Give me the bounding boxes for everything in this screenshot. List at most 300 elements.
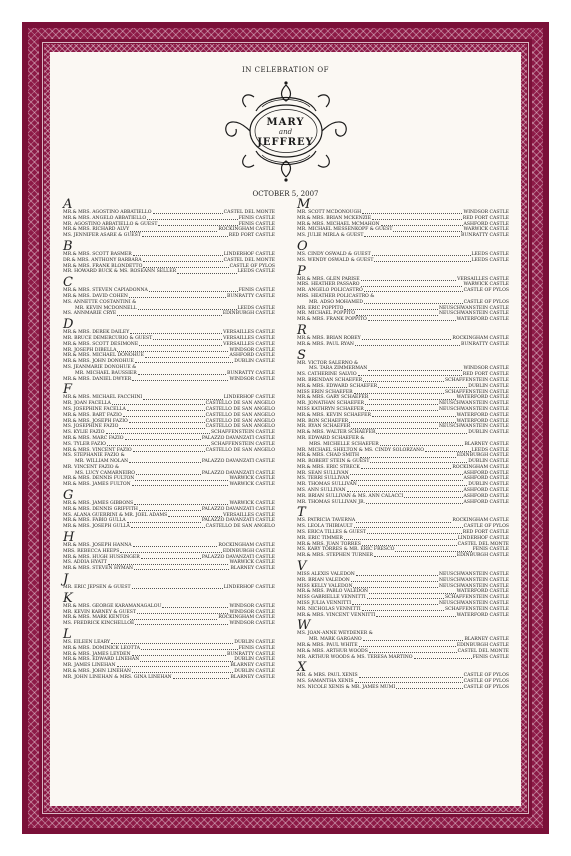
dot-leader (143, 395, 223, 399)
paper (50, 52, 521, 806)
guest-name: MS. NICOLE XENIS & MR. JAMES MUMI (297, 685, 396, 690)
guest-row (297, 258, 509, 264)
dot-leader (111, 640, 233, 644)
guest-name: MR.& MRS. VINCENT VENNITTI (297, 612, 376, 618)
alpha-group (297, 660, 509, 690)
dot-leader (143, 258, 223, 262)
guest-name: MRS. REBECCA HEEPS (63, 548, 120, 554)
guest-name: MR.& MRS. FRANK POPPITO (297, 317, 367, 323)
table-name: WINDSOR CASTLE (229, 347, 275, 353)
guest-name: MS. LEOLA THIBIAULT (297, 524, 353, 530)
table-name: LEEDS CASTLE (471, 251, 509, 257)
guest-name: MS. PATRICIA TAVERNA (297, 518, 356, 524)
guest-name: MS. TERRI SULLIVAN (297, 476, 350, 482)
dot-leader (395, 547, 471, 551)
guest-name: MR.& MRS. EDWARD SCHAEFER (297, 383, 378, 389)
bride-name: MARY (266, 117, 305, 128)
guest-name: MR.& MRS. VINCENT FAZIO (63, 447, 132, 453)
guest-name: MR. MICHAEL MESSENKOPF & GUEST (297, 227, 393, 233)
table-name: NEUSCHWANSTEIN CASTLE (438, 577, 509, 583)
dot-leader (141, 555, 201, 559)
guest-row (63, 311, 275, 317)
guest-row (297, 553, 509, 559)
dot-leader (381, 222, 463, 226)
table-name: PALAZZO DAVANZATI CASTLE (201, 459, 275, 465)
guest-name: MS. ADDIA HYATT (63, 560, 107, 566)
dot-leader (137, 610, 228, 614)
alpha-group (63, 238, 275, 275)
guest-name: MR.& MRS. JOSEPH GULLA (63, 524, 130, 530)
guest-name: MR.& MRS. GEORGE KARAMANAGALOU (63, 603, 162, 609)
guest-row (297, 317, 509, 323)
guest-name: MR. ADSO MOHAMED (309, 299, 363, 305)
dot-leader (153, 336, 222, 340)
table-name: BLARNEY CASTLE (230, 674, 275, 680)
guest-name: MR. WILLIAM NOLAN (75, 459, 129, 465)
dot-leader (356, 518, 451, 522)
guest-name: MR. ROBERT STEIN & GUEST (297, 459, 370, 465)
dot-leader (158, 222, 237, 226)
guest-name: MS. JOSEPHINE FACELLA (63, 406, 126, 412)
guest-name: MR.& MRS. PAUL WHITE (297, 643, 358, 649)
guest-name: MISS KELLY VALEDON (297, 583, 353, 589)
table-name: ROCKINGHAM CASTLE (218, 227, 275, 233)
table-name: RED FORT CASTLE (462, 215, 509, 221)
guest-name: MR. SCOTT MCDONOUGH (297, 210, 362, 215)
guest-name: MS. LUCY CAMARNEIRO (75, 470, 136, 476)
guest-name: MR. ERIC POPPITO (297, 305, 344, 311)
section-letter: D (63, 317, 74, 333)
alpha-group (297, 505, 509, 559)
dot-leader (374, 258, 470, 262)
table-name: BLARNEY CASTLE (464, 441, 509, 447)
table-name: ROCKINGHAM CASTLE (452, 518, 509, 524)
dot-leader (365, 407, 438, 411)
dot-leader (177, 269, 236, 273)
alpha-group (63, 317, 275, 382)
table-name: VERSAILLES CASTLE (223, 341, 275, 347)
guest-name: MR. KEVIN MCDONNELL (75, 305, 137, 311)
dot-leader (117, 348, 228, 352)
and-word: and (278, 128, 293, 136)
table-name: WATERFORD CASTLE (456, 418, 509, 424)
section-letter: C (63, 275, 73, 291)
guest-name: MR.& MRS. PAUL RYAN (297, 341, 354, 347)
dot-leader (141, 646, 238, 650)
dot-leader (374, 553, 456, 557)
alpha-group (297, 322, 509, 348)
table-name: PALAZZO DAVANZATI CASTLE (201, 470, 275, 476)
section-letter: J (63, 572, 69, 588)
dot-leader (356, 311, 438, 315)
guest-name: MS. ANNETTE COSTANTINI & (63, 299, 137, 305)
section-letter: R (297, 322, 307, 338)
dot-leader (133, 252, 223, 256)
dot-leader (123, 413, 205, 417)
dot-leader (133, 448, 205, 452)
table-name: LINDERHOF CASTLE (223, 251, 275, 257)
table-name: ASHFORD CASTLE (463, 470, 509, 476)
guest-name: MR. SEAN SULLIVAN (297, 470, 349, 476)
table-name: PALAZZO DAVANZATI CASTLE (201, 435, 275, 441)
dot-leader (344, 536, 457, 540)
alpha-group (63, 488, 275, 530)
dot-leader (376, 430, 467, 434)
dot-leader (133, 543, 218, 547)
alpha-group (63, 382, 275, 488)
table-name: FENIS CASTLE (238, 645, 275, 651)
guest-name: MS. CINDY OSWALD & GUEST (297, 251, 371, 257)
table-name: FENIS CASTLE (472, 654, 509, 660)
guest-name: MR.& MRS. JOHN LINEHAN (63, 669, 131, 675)
guest-name: MR.& MRS. MARC FAZIO (63, 435, 124, 441)
guest-name: MR.& MRS. FABIO GULLA (63, 518, 126, 524)
alpha-group (63, 530, 275, 572)
guest-name: MR.& MRS. SCOTT DESIMONE (63, 341, 139, 347)
table-name: CASTELLO DE SAN ANGELO (205, 424, 275, 430)
guest-name: MS. SAMANTHA XENIS (297, 679, 354, 685)
table-name: FENIS CASTLE (238, 221, 275, 227)
guest-row (63, 621, 275, 627)
dot-leader (396, 685, 462, 689)
table-name: ASHFORD CASTLE (229, 353, 275, 359)
table-name: SCHAFFENSTEIN CASTLE (210, 430, 275, 436)
dot-leader (370, 459, 467, 463)
table-name: RED FORT CASTLE (228, 233, 275, 239)
table-name: SCHAFFENSTEIN CASTLE (444, 389, 509, 395)
guest-name: MR. MICHAEL BAUSSIER (75, 370, 137, 376)
alpha-group (297, 197, 509, 239)
table-name: ASHFORD CASTLE (463, 499, 509, 505)
table-name: EDINBURGH CASTLE (222, 311, 275, 317)
guest-name: MS. JENNIFER ASARE & GUEST (63, 233, 141, 239)
dot-leader (132, 585, 223, 589)
table-name: WARWICK CASTLE (463, 282, 509, 288)
guest-name: MR. ARTHUR WOODS & MS. TERESA MARTINO (297, 654, 413, 660)
table-name: CASTLE OF PYLOS (463, 524, 509, 530)
table-name: ASHFORD CASTLE (463, 493, 509, 499)
guest-name: MR. RON SCHAEFER (297, 418, 349, 424)
section-letter: A (63, 197, 73, 212)
dot-leader (372, 216, 462, 220)
dot-leader (139, 342, 222, 346)
dot-leader (404, 494, 462, 498)
table-name: CASTELLO DE SAN ANGELO (205, 418, 275, 424)
dot-leader (131, 524, 205, 528)
table-name: EDINBURGH CASTLE (222, 548, 275, 554)
dot-leader (129, 294, 226, 298)
guest-name: MR.& MRS. DOMINICK LEOTTA (63, 645, 140, 651)
alpha-group (297, 618, 509, 660)
dot-leader (125, 436, 201, 440)
guest-name: MR.& MRS. JUAN TORRES (297, 541, 361, 547)
table-name: PALAZZO DAVANZATI CASTLE (201, 506, 275, 512)
dot-leader (414, 655, 472, 659)
section-letter: F (63, 382, 73, 398)
table-name: SCHAFFENSTEIN CASTLE (444, 377, 509, 383)
dot-leader (369, 589, 455, 593)
section-letter: T (297, 505, 306, 521)
table-name: RED FORT CASTLE (462, 372, 509, 378)
guest-name: MR.& MRS. JOSEPH HANNA (63, 543, 132, 549)
wedding-date: OCTOBER 5, 2007 (252, 190, 319, 198)
table-name: DUBLIN CASTLE (234, 669, 275, 675)
dot-leader (107, 442, 210, 446)
dot-leader (356, 572, 438, 576)
guest-name: MR.& MRS. ARTHUR WOODS (297, 648, 368, 654)
dot-leader (378, 384, 467, 388)
guest-name: MR. THOMAS SULLIVAN JR. (297, 499, 366, 505)
guest-name: MS. ERICA TILLES & GUEST (297, 530, 367, 536)
table-name: LINDERHOF CASTLE (457, 535, 509, 541)
table-name: NEUSCHWANSTEIN CASTLE (438, 583, 509, 589)
dot-leader (112, 401, 205, 405)
table-name: FENIS CASTLE (472, 547, 509, 553)
dot-leader (362, 607, 444, 611)
section-letter: K (63, 590, 73, 606)
dot-leader (132, 377, 228, 381)
dot-leader (367, 530, 462, 534)
table-name: CASTEL DEL MONTE (223, 257, 275, 263)
guest-name: MR.& MRS. DENNIS FULTON (63, 476, 135, 482)
guest-column-right (297, 197, 509, 694)
guest-name: MR.& MRS. EDWARD LINEHAN (63, 657, 140, 663)
guest-name: MR.& MRS. WALTER SCHAEFER (297, 430, 376, 436)
table-name: CASTELLO DE SAN ANGELO (205, 524, 275, 530)
table-name: NEUSCHWANSTEIN CASTLE (438, 572, 509, 578)
dot-leader (135, 476, 228, 480)
table-name: LEEDS CASTLE (471, 257, 509, 263)
table-name: DUBLIN CASTLE (234, 657, 275, 663)
dot-leader (367, 595, 444, 599)
table-name: CASTLE OF PYLOS (463, 685, 509, 690)
dot-leader (145, 353, 229, 357)
table-name: CASTLE OF PYLOS (463, 299, 509, 305)
dot-leader (372, 413, 456, 417)
dot-leader (168, 513, 222, 517)
guest-row (63, 377, 275, 383)
guest-name: MISS ERIN SCHAEFER (297, 389, 353, 395)
guest-name: MR.& MRS. PABLO VALEDON (297, 589, 369, 595)
dot-leader (120, 549, 221, 553)
section-letter: S (297, 347, 306, 363)
table-name: ASHFORD CASTLE (463, 221, 509, 227)
dot-leader (138, 306, 237, 310)
dot-leader (376, 613, 455, 617)
dot-leader (106, 430, 210, 434)
table-name: ROCKINGHAM CASTLE (452, 335, 509, 341)
table-name: ASHFORD CASTLE (463, 476, 509, 482)
table-name: CASTELLO DE SAN ANGELO (205, 412, 275, 418)
dot-leader (344, 306, 438, 310)
guest-name: MS. JEANMARIE DONOHUE & (63, 364, 137, 370)
guest-name: MS. TYLER FAZIO (63, 441, 106, 447)
guest-name: MR. VICTOR SALERNO & (297, 360, 359, 366)
table-name: LEEDS CASTLE (237, 305, 275, 311)
guest-name: MR. MICHAEL POPPITO (297, 311, 355, 317)
table-name: LINDERHOF CASTLE (223, 395, 275, 401)
dot-leader (351, 476, 463, 480)
table-name: CASTELLO DE SAN ANGELO (205, 447, 275, 453)
dot-leader (364, 233, 460, 237)
dot-leader (132, 652, 226, 656)
guest-row (297, 342, 509, 348)
guest-name: MS. ALANA GUERRINI & MR. JOEL ADAMS (63, 512, 168, 518)
table-name: ASHFORD CASTLE (463, 488, 509, 494)
guest-name: MR.& MRS. DAVID COHEN (63, 293, 128, 299)
guest-name: MR.& MRS. STEVEN HYMAN (63, 566, 134, 572)
dot-leader (352, 601, 438, 605)
table-name: CASTLE OF PYLOS (463, 679, 509, 685)
guest-name: MR. THOMAS SULLIVAN (297, 482, 357, 488)
dot-leader (138, 371, 226, 375)
table-name: BUNRATTY CASTLE (461, 233, 509, 239)
dot-leader (362, 542, 457, 546)
table-name: CASTEL DEL MONTE (457, 648, 509, 654)
guest-name: MR.& MRS. GARY SCHAEFER (297, 395, 369, 401)
guest-name: MR. JOHN LINEHAN & MRS. GINA LINEHAN (63, 674, 172, 680)
guest-name: DR.& MRS. ANTHONY BARBARA (63, 257, 142, 263)
table-name: DUBLIN CASTLE (234, 359, 275, 365)
guest-name: MR.& MRS. BART FAZIO (63, 412, 122, 418)
dot-leader (119, 424, 204, 428)
dot-leader (149, 288, 238, 292)
guest-name: MR. KEVIN KARNEY & GUEST (63, 609, 137, 615)
guest-row (63, 233, 275, 239)
table-name: WINDSOR CASTLE (229, 609, 275, 615)
guest-name: MR. BRIAN SULLIVAN & MS. ANN CALACCI (297, 493, 404, 499)
dot-leader (363, 378, 444, 382)
guest-name: MR.& MRS. GLEN PARISE (297, 276, 360, 282)
table-name: NEUSCHWANSTEIN CASTLE (438, 401, 509, 407)
guest-name: MS. JOAN-ANNE WEYDENER & (297, 631, 373, 637)
table-name: BLARNEY CASTLE (230, 566, 275, 572)
table-name: DUBLIN CASTLE (468, 383, 509, 389)
dot-leader (358, 482, 467, 486)
dot-leader (351, 578, 438, 582)
alpha-group (297, 238, 509, 264)
table-name: LEEDS CASTLE (471, 447, 509, 453)
guest-name: MR.& MRS. DENNIS GRIFFITH (63, 506, 138, 512)
table-name: ROCKINGHAM CASTLE (218, 543, 275, 549)
guest-name: MR.& MRS. BRIAN MCKENZIE (297, 215, 372, 221)
table-name: WATERFORD CASTLE (456, 589, 509, 595)
dot-leader (350, 471, 463, 475)
table-name: WARWICK CASTLE (229, 482, 275, 488)
table-name: WINDSOR CASTLE (229, 603, 275, 609)
guest-row (63, 675, 275, 681)
guest-name: MR. ANGELO POLICASTRO (297, 288, 363, 294)
guest-name: MR.& MRS. MICHAEL MCMAHON (297, 221, 380, 227)
dot-leader (108, 560, 229, 564)
dot-leader (425, 448, 471, 452)
guest-name: MS. STEPHANIE FAZIO & (63, 453, 125, 459)
section-letter: M (297, 197, 311, 212)
dot-leader (364, 288, 463, 292)
dot-leader (135, 621, 228, 625)
table-name: WARWICK CASTLE (229, 560, 275, 566)
section-letter: L (63, 627, 72, 643)
section-letter: W (297, 618, 311, 634)
dot-leader (347, 488, 463, 492)
dot-leader (143, 264, 228, 268)
table-name: WATERFORD CASTLE (456, 412, 509, 418)
guest-name: MR.& MRS. BRIAN ROBEY (297, 335, 361, 341)
guest-name: MR.& MRS. DEREK DAILEY (63, 330, 130, 336)
guest-name: MISS KATHRYN SCHAEFER (297, 406, 364, 412)
table-name: BUNRATTY CASTLE (227, 293, 275, 299)
alpha-group (297, 347, 509, 506)
section-letter: H (63, 530, 75, 546)
dot-leader (132, 482, 229, 486)
guest-row (63, 482, 275, 488)
dot-leader (368, 317, 456, 321)
dot-leader (129, 419, 205, 423)
alpha-group (63, 590, 275, 627)
guest-name: MR. HOWARD BUCK & MS. ROSEANN SELLER (63, 269, 177, 275)
guest-row (297, 613, 509, 619)
table-name: VERSAILLES CASTLE (457, 276, 509, 282)
dot-leader (351, 424, 438, 428)
guest-name: MS. KARY TORRES & MR. ERIC FRESCO (297, 547, 395, 553)
dot-leader (366, 500, 462, 504)
guest-name: MR.& MRS. JAMES LEYDEN (63, 651, 131, 657)
dot-leader (134, 566, 229, 570)
guest-name: MR. JOAN FACELLA (63, 401, 111, 407)
dot-leader (359, 673, 463, 677)
celebration-label: IN CELEBRATION OF (241, 66, 330, 74)
guest-name: MR. NICHOLAS VENNITTI (297, 606, 361, 612)
guest-name: MS. EILEEN LEARY (63, 640, 111, 646)
table-name: CASTELLO DE SAN ANGELO (205, 406, 275, 412)
dot-leader (153, 210, 223, 214)
guest-name: MR.& MRS. JOHN DONOHUE (63, 359, 134, 365)
dot-leader (360, 453, 456, 457)
guest-name: MR.& MRS. STEPHEN TURNER (297, 553, 373, 559)
guest-name: MR. MICHAEL SHELTON & MS. CINDY SOLORZANO (297, 447, 424, 453)
dot-leader (129, 459, 201, 463)
guest-name: MS. KYLIE FAZIO (63, 430, 105, 436)
guest-name: MR.& MRS. KEVIN SCHAEFER (297, 412, 371, 418)
dot-leader (117, 311, 222, 315)
table-name: ROCKINGHAM CASTLE (452, 464, 509, 470)
alpha-group (63, 627, 275, 681)
dot-leader (365, 401, 438, 405)
guest-name: MR. MARK GARGANO (309, 637, 362, 643)
table-name: NEUSCHWANSTEIN CASTLE (438, 406, 509, 412)
dot-leader (355, 679, 463, 683)
guest-name: MR.& MRS. MICHAEL DONOHUE (63, 353, 144, 359)
table-name: LEEDS CASTLE (237, 269, 275, 275)
dot-leader (359, 643, 456, 647)
table-name: FENIS CASTLE (238, 215, 275, 221)
section-letter: G (63, 488, 74, 504)
guest-name: MR.& MRS. AGOSTINO ABBATIELLO (63, 210, 152, 215)
table-name: CASTEL DEL MONTE (457, 541, 509, 547)
guest-name: MR.& MRS. FRANK BLONDETTO (63, 263, 143, 269)
table-name: PALAZZO DAVANZATI CASTLE (201, 518, 275, 524)
dot-leader (130, 227, 217, 231)
table-name: CASTEL DEL MONTE (223, 210, 275, 215)
table-name: SCHAFFENSTEIN CASTLE (444, 595, 509, 601)
dot-leader (139, 507, 201, 511)
table-name: VERSAILLES CASTLE (223, 335, 275, 341)
table-name: SCHAFFENSTEIN CASTLE (210, 441, 275, 447)
dot-leader (132, 669, 233, 673)
table-name: WATERFORD CASTLE (456, 317, 509, 323)
table-name: NEUSCHWANSTEIN CASTLE (438, 305, 509, 311)
section-letter: B (63, 238, 73, 254)
